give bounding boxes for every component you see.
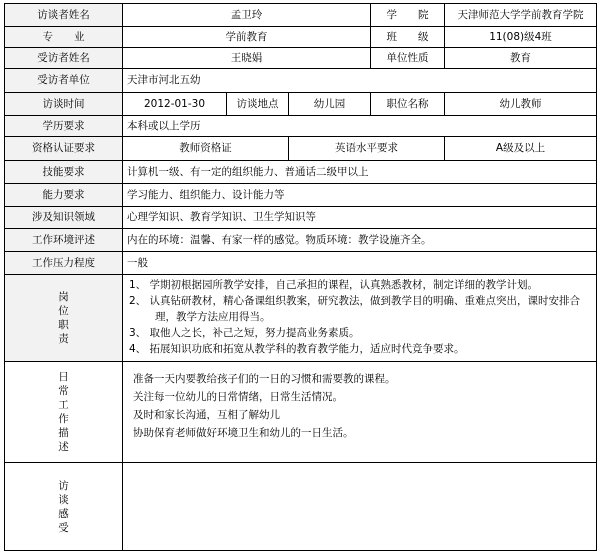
interview-place-value: 幼儿园: [289, 93, 371, 116]
skill-value: 计算机一级、有一定的组织能力、普通话二级甲以上: [123, 161, 597, 184]
job-duties-label-char: 岗: [58, 291, 69, 303]
unit-nature-value: 教育: [445, 48, 597, 69]
interview-place-label: 访谈地点: [227, 93, 289, 116]
duty-line: 2、 认真钻研教材，精心备课组织教案，研究教法，做到教学目的明确、重难点突出，课时安排合: [129, 295, 581, 307]
daily-work-label-char: 常: [58, 385, 69, 397]
interviewer-value: 孟卫玲: [123, 4, 371, 27]
college-value: 天津师范大学学前教育学院: [445, 4, 597, 27]
environment-label: 工作环境评述: [5, 229, 123, 252]
education-value: 本科或以上学历: [123, 116, 597, 137]
ability-label: 能力要求: [5, 184, 123, 207]
duty-item: [129, 277, 592, 293]
duty-item: [129, 341, 592, 357]
daily-work-label-char: 作: [58, 413, 69, 425]
certification-value: 教师资格证: [123, 137, 289, 161]
education-label: 学历要求: [5, 116, 123, 137]
interview-feeling-label-char: 谈: [58, 493, 69, 506]
pressure-value: 一般: [123, 252, 597, 275]
skill-label: 技能要求: [5, 161, 123, 184]
position-label: 职位名称: [371, 93, 445, 116]
interviewee-unit-label: 受访者单位: [5, 69, 123, 93]
job-duties-label-char: 责: [58, 333, 69, 345]
major-label: 专 业: [5, 27, 123, 48]
interviewee-value: 王晓娟: [123, 48, 371, 69]
knowledge-value: 心理学知识、教育学知识、卫生学知识等: [123, 207, 597, 229]
daily-work-label-char: 述: [58, 441, 69, 453]
interview-table: [4, 3, 597, 551]
class-value: 11(08)级4班: [445, 27, 597, 48]
english-level-label: 英语水平要求: [289, 137, 445, 161]
interview-feeling-label-char: 访: [58, 479, 69, 492]
certification-label: 资格认证要求: [5, 137, 123, 161]
interview-time-value: 2012-01-30: [123, 93, 227, 116]
daily-work-line: 协助保育老师做好环境卫生和幼儿的一日生活。: [133, 427, 354, 439]
interview-feeling-label-char: 感: [58, 507, 69, 520]
position-value: 幼儿教师: [445, 93, 597, 116]
duty-line: 4、 拓展知识功底和拓宽从教学科的教育教学能力，适应时代竞争要求。: [129, 343, 465, 355]
daily-work-label-char: 描: [58, 427, 69, 439]
duty-line-continued: 理，教学方法应用得当。: [155, 311, 271, 323]
college-label: 学 院: [371, 4, 445, 27]
interview-time-label: 访谈时间: [5, 93, 123, 116]
interview-feeling-content: [123, 463, 597, 551]
daily-work-line: 及时和家长沟通，互相了解幼儿: [133, 409, 280, 421]
duty-item: [129, 325, 592, 341]
interviewer-label: 访谈者姓名: [5, 4, 123, 27]
interviewee-unit-value: 天津市河北五幼: [123, 69, 597, 93]
class-label: 班 级: [371, 27, 445, 48]
interview-form: [4, 3, 596, 551]
daily-work-content: [123, 362, 597, 463]
duty-line: 1、 学期初根据园所教学安排，自己承担的课程，认真熟悉教材，制定详细的教学计划。: [129, 279, 539, 291]
interview-feeling-label: [5, 463, 123, 551]
duty-item: [129, 293, 592, 325]
unit-nature-label: 单位性质: [371, 48, 445, 69]
pressure-label: 工作压力程度: [5, 252, 123, 275]
job-duties-label-char: 位: [58, 305, 69, 317]
job-duties-content: [123, 275, 597, 362]
knowledge-label: 涉及知识领域: [5, 207, 123, 229]
daily-work-line: 准备一天内要教给孩子们的一日的习惯和需要教的课程。: [133, 373, 396, 385]
environment-value: 内在的环境：温馨、有家一样的感觉。物质环境：教学设施齐全。: [123, 229, 597, 252]
daily-work-line: 关注每一位幼儿的日常情绪，日常生活情况。: [133, 391, 343, 403]
daily-work-label-char: 日: [58, 371, 69, 383]
job-duties-label: [5, 275, 123, 362]
english-level-value: A级及以上: [445, 137, 597, 161]
job-duties-label-char: 职: [58, 319, 69, 331]
major-value: 学前教育: [123, 27, 371, 48]
interview-feeling-label-char: 受: [58, 521, 69, 534]
daily-work-label-char: 工: [58, 399, 69, 411]
daily-work-label: [5, 362, 123, 463]
interviewee-label: 受访者姓名: [5, 48, 123, 69]
duty-line: 3、 取他人之长，补己之短，努力提高业务素质。: [129, 327, 360, 339]
ability-value: 学习能力、组织能力、设计能力等: [123, 184, 597, 207]
